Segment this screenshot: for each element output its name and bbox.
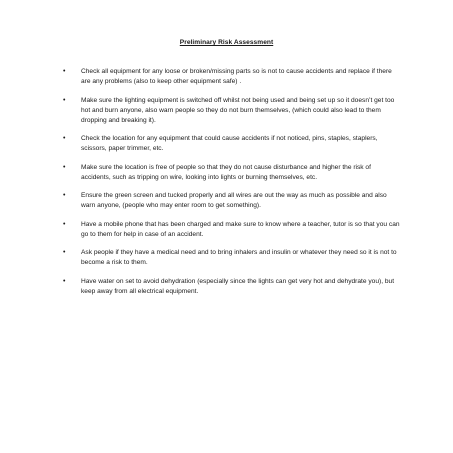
bullet-icon: • (63, 249, 66, 256)
list-item (61, 277, 401, 297)
risk-list (61, 67, 401, 305)
bullet-icon: • (63, 220, 66, 228)
list-item-text: Have water on set to avoid dehydration (especially since the lights can get very hot and dehydrate you), but keep away from all electrical equipment. (81, 277, 395, 295)
bullet-icon: • (63, 96, 66, 104)
page-title: Preliminary Risk Assessment (179, 39, 274, 46)
list-item-text: Make sure the lighting equipment is switched off whilst not being used and being set up so it doesn’t get too hot and burn anyone, also warn people so they do not burn themselves, (which could also lead to them dropping and breaking it). (81, 96, 395, 124)
bullet-icon: • (63, 163, 66, 171)
list-item-text: Ask people if they have a medical need and to bring inhalers and insulin or whatever they need so it is not to become a risk to them. (81, 249, 397, 266)
list-item-text: Have a mobile phone that has been charged and make sure to know where a teacher, tutor is so that you can go to them for help in case of an accident. (81, 220, 400, 238)
bullet-icon: • (63, 192, 66, 199)
list-item (61, 67, 401, 87)
bullet-icon: • (63, 68, 66, 75)
list-item (61, 134, 401, 154)
list-item-text: Check all equipment for any loose or broken/missing parts so is not to cause accidents and replace if there are any problems (also to keep other equipment safe) . (81, 68, 392, 85)
bullet-icon: • (63, 277, 66, 285)
list-item (61, 191, 401, 211)
list-item-text: Check the location for any equipment that could cause accidents if not noticed, pins, staples, staplers, scissors, paper trimmer, etc. (81, 135, 378, 152)
list-item-text: Ensure the green screen and tucked properly and all wires are out the way as much as possible and also warn anyone, (people who may enter room to get something). (81, 192, 387, 209)
list-item-text: Make sure the location is free of people so that they do not cause disturbance and higher the risk of accidents, such as tripping on wire, looking into lights or burning themselves, etc. (81, 163, 371, 181)
bullet-icon: • (63, 135, 66, 142)
list-item (61, 163, 401, 183)
list-item (61, 220, 401, 240)
list-item (61, 96, 401, 126)
list-item (61, 248, 401, 268)
